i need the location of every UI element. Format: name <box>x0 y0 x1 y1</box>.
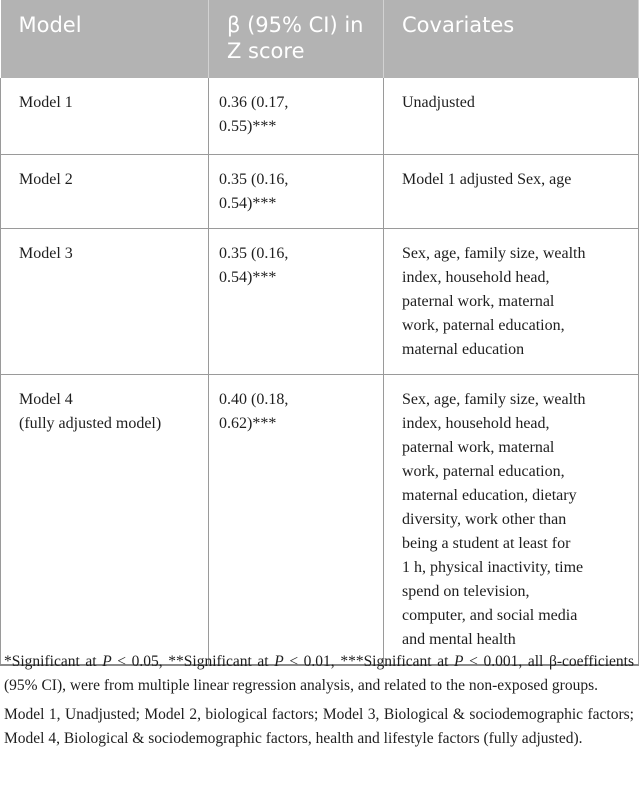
cell-covariates: Unadjusted <box>384 78 639 154</box>
table-row <box>1 374 639 665</box>
cell-beta: 0.35 (0.16, 0.54)*** <box>209 228 384 374</box>
cell-model: Model 2 <box>1 154 209 228</box>
cell-covariates: Model 1 adjusted Sex, age <box>384 154 639 228</box>
cell-model: Model 4 (fully adjusted model) <box>1 374 209 665</box>
table-row <box>1 78 639 154</box>
footnote-significance: *Significant at P < 0.05, **Significant at P < 0.01, ***Significant at P < 0.001, all β-coefficients (95% CI), were from multiple linear regression analysis, and related to the non-exposed groups. <box>4 653 635 694</box>
cell-model: Model 3 <box>1 228 209 374</box>
table-row <box>1 228 639 374</box>
table-footnotes <box>4 650 634 751</box>
cell-beta: 0.36 (0.17, 0.55)*** <box>209 78 384 154</box>
cell-beta: 0.35 (0.16, 0.54)*** <box>209 154 384 228</box>
header-model: Model <box>1 0 209 78</box>
cell-covariates: Sex, age, family size, wealth index, household head, paternal work, maternal work, paternal education, maternal education, dietary diversity, work other than being a student at least for 1 h, physical inactivity, time spend on television, computer, and social media and mental health <box>384 374 639 665</box>
footnote-models: Model 1, Unadjusted; Model 2, biological factors; Model 3, Biological & sociodemographic factors; Model 4, Biological & sociodemographic factors, health and lifestyle factors (fully adjusted). <box>4 706 634 747</box>
table-header-row <box>1 0 639 78</box>
cell-beta: 0.40 (0.18, 0.62)*** <box>209 374 384 665</box>
header-beta: β (95% CI) in Z score <box>209 0 384 78</box>
header-covariates: Covariates <box>384 0 639 78</box>
cell-model: Model 1 <box>1 78 209 154</box>
table-row <box>1 154 639 228</box>
cell-covariates: Sex, age, family size, wealth index, household head, paternal work, maternal work, paternal education, maternal education <box>384 228 639 374</box>
